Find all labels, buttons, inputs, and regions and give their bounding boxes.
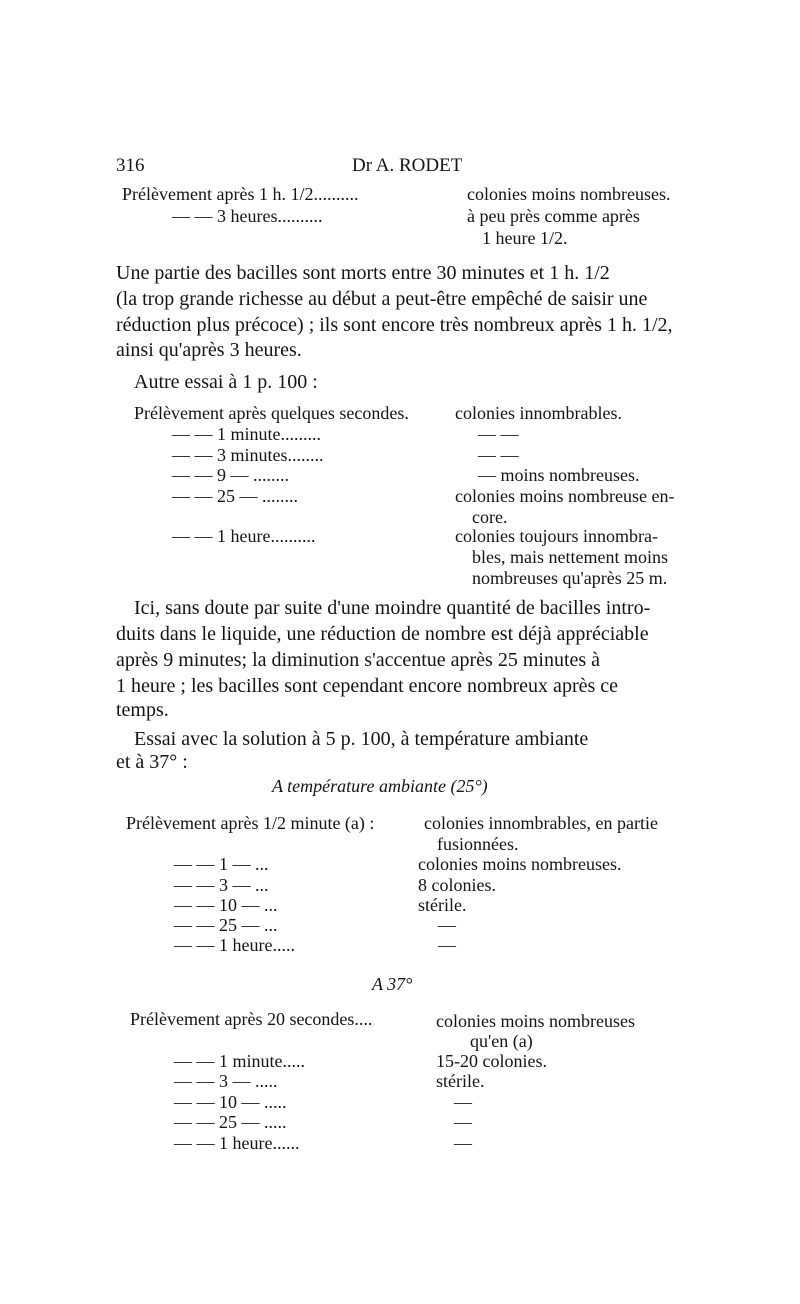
- table-cell-right: à peu près comme après: [467, 206, 640, 226]
- table-cell-left: — — 1 minute.........: [172, 424, 321, 444]
- table-cell-right: colonies moins nombreuses.: [418, 854, 622, 874]
- paragraph-line: après 9 minutes; la diminution s'accentue après 25 minutes à: [116, 649, 601, 671]
- table-cell-right: stérile.: [418, 895, 467, 915]
- paragraph-line: duits dans le liquide, une réduction de nombre est déjà appréciable: [116, 623, 649, 645]
- table-cell-left: — — 1 heure......: [174, 1133, 300, 1153]
- paragraph-line: 1 heure ; les bacilles sont cependant encore nombreux après ce: [116, 675, 619, 697]
- paragraph-line: réduction plus précoce) ; ils sont encore très nombreux après 1 h. 1/2,: [116, 314, 673, 336]
- table-cell-right: colonies moins nombreuse en-: [455, 486, 675, 506]
- paragraph-line: temps.: [116, 699, 169, 721]
- table-cell-left: — — 10 — .....: [174, 1092, 287, 1112]
- table-cell-right: colonies toujours innombra-: [455, 526, 658, 546]
- table-cell-left: Prélèvement après 1/2 minute (a) :: [126, 813, 375, 833]
- table-cell-left: — — 25 — .....: [174, 1112, 287, 1132]
- table-cell-right: —: [438, 935, 456, 955]
- table-cell-right: colonies moins nombreuses.: [467, 184, 671, 204]
- paragraph-line: Essai avec la solution à 5 p. 100, à température ambiante: [134, 728, 589, 750]
- table-cell-left: — — 10 — ...: [174, 895, 278, 915]
- table-cell-right: 8 colonies.: [418, 875, 496, 895]
- table-cell-right: 15-20 colonies.: [436, 1051, 547, 1071]
- table-cell-left: — — 1 — ...: [174, 854, 269, 874]
- table-cell-left: — — 25 — ........: [172, 486, 298, 506]
- table-cell-right: bles, mais nettement moins: [472, 547, 668, 567]
- table-cell-right: — moins nombreuses.: [478, 465, 640, 485]
- table-cell-right: qu'en (a): [470, 1031, 533, 1051]
- table-cell-left: — — 3 heures..........: [172, 206, 323, 226]
- section-title: A température ambiante (25°): [272, 776, 488, 796]
- table-cell-right: colonies moins nombreuses: [436, 1011, 635, 1031]
- table-cell-left: — — 1 heure..........: [172, 526, 316, 546]
- table-cell-right: colonies innombrables, en partie: [424, 813, 658, 833]
- paragraph-line: (la trop grande richesse au début a peut-être empêché de saisir une: [116, 288, 648, 310]
- table-cell-right: — —: [478, 424, 519, 444]
- table-cell-left: — — 3 — .....: [174, 1071, 278, 1091]
- table-cell-right: 1 heure 1/2.: [482, 228, 568, 248]
- table-cell-left: Prélèvement après quelques secondes.: [134, 403, 409, 423]
- table-cell-left: — — 1 heure.....: [174, 935, 295, 955]
- table-cell-right: fusionnées.: [437, 834, 519, 854]
- table-cell-right: —: [438, 915, 456, 935]
- table-cell-left: — — 3 — ...: [174, 875, 269, 895]
- table-cell-left: Prélèvement après 1 h. 1/2..........: [122, 184, 359, 204]
- table-cell-right: core.: [472, 507, 508, 527]
- table-cell-right: colonies innombrables.: [455, 403, 622, 423]
- table-cell-left: — — 3 minutes........: [172, 445, 324, 465]
- table-cell-left: — — 9 — ........: [172, 465, 289, 485]
- table-cell-left: Prélèvement après 20 secondes....: [130, 1009, 373, 1029]
- table-cell-right: —: [454, 1133, 472, 1153]
- page-number: 316: [116, 155, 145, 176]
- paragraph-line: et à 37° :: [116, 751, 188, 773]
- table-cell-left: — — 1 minute.....: [174, 1051, 305, 1071]
- table-cell-right: nombreuses qu'après 25 m.: [472, 568, 668, 588]
- running-head-author: Dr A. RODET: [352, 155, 463, 176]
- table-cell-right: — —: [478, 445, 519, 465]
- paragraph-line: ainsi qu'après 3 heures.: [116, 339, 302, 361]
- table-cell-right: stérile.: [436, 1071, 485, 1091]
- table-cell-right: —: [454, 1112, 472, 1132]
- table-cell-right: —: [454, 1092, 472, 1112]
- paragraph-line: Une partie des bacilles sont morts entre 30 minutes et 1 h. 1/2: [116, 262, 610, 284]
- table-cell-left: — — 25 — ...: [174, 915, 278, 935]
- section-title: A 37°: [372, 974, 413, 994]
- paragraph-line: Autre essai à 1 p. 100 :: [134, 371, 318, 393]
- paragraph-line: Ici, sans doute par suite d'une moindre quantité de bacilles intro-: [134, 597, 651, 619]
